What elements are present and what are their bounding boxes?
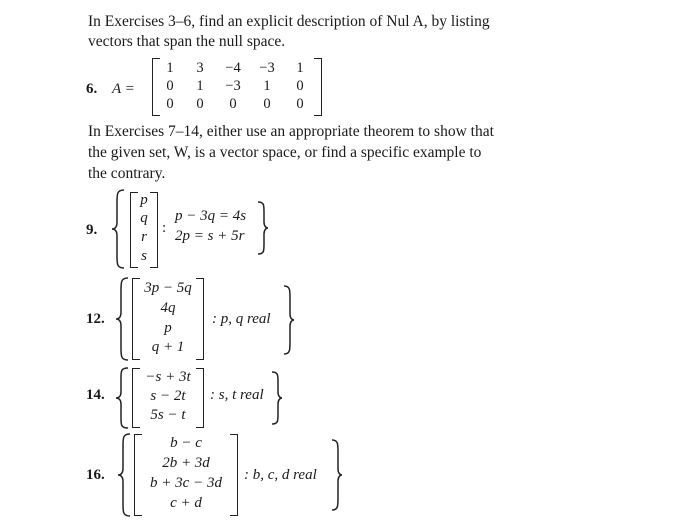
condition-1: p − 3q = 4s [175, 208, 247, 224]
condition: : p, q real [212, 311, 271, 327]
vector-16 [134, 434, 238, 516]
set-colon: : [162, 220, 167, 236]
vector-entry: p [140, 192, 148, 208]
vector-entry: 5s − t [150, 407, 186, 423]
matrix-cell: −4 [225, 60, 241, 76]
matrix-cell: 0 [196, 96, 204, 112]
section2-line-1: In Exercises 7–14, either use an appropriate theorem to show that [88, 123, 494, 140]
matrix-lhs: A = [112, 81, 135, 97]
vector-entry: 3p − 5q [144, 280, 192, 296]
right-bracket [314, 58, 322, 116]
section2-line-3: the contrary. [88, 165, 166, 182]
vector-entry: r [141, 229, 147, 245]
left-bracket [152, 58, 160, 116]
condition: : s, t real [210, 387, 264, 403]
vector-entry: 2b + 3d [162, 455, 210, 471]
exercise-number: 9. [86, 222, 98, 238]
left-brace [114, 366, 130, 430]
matrix-cell: −3 [259, 60, 275, 76]
matrix-cell: 1 [196, 78, 204, 94]
left-brace [114, 276, 130, 362]
vector-entry: −s + 3t [145, 369, 191, 385]
section2-line-2: the given set, W, is a vector space, or find a specific example to [88, 144, 482, 161]
matrix-cell: 0 [166, 78, 174, 94]
vector-pqrs [130, 192, 158, 268]
matrix-cell: 3 [196, 60, 204, 76]
exercise-number: 6. [86, 81, 98, 97]
vector-entry: s [141, 248, 147, 264]
vector-14 [132, 368, 204, 428]
matrix-cell: 1 [296, 60, 304, 76]
exercise-number: 14. [86, 387, 105, 403]
intro-line-2: vectors that span the null space. [88, 33, 286, 50]
matrix-cell: 0 [296, 78, 304, 94]
vector-entry: s − 2t [150, 388, 186, 404]
vector-entry: b − c [170, 435, 202, 451]
vector-entry: 4q [160, 300, 176, 316]
exercise-number: 12. [86, 311, 105, 327]
vector-entry: p [164, 320, 172, 336]
matrix-cell: 1 [263, 78, 271, 94]
right-brace [282, 284, 296, 356]
left-brace [110, 188, 126, 270]
left-brace [116, 432, 132, 518]
matrix-cell: 0 [229, 96, 237, 112]
condition-2: 2p = s + 5r [175, 228, 245, 244]
vector-entry: q + 1 [151, 339, 185, 355]
matrix-cell: 0 [166, 96, 174, 112]
vector-entry: b + 3c − 3d [150, 475, 222, 491]
vector-entry: q [140, 210, 148, 226]
matrix-cell: 1 [166, 60, 174, 76]
matrix-cell: −3 [225, 78, 241, 94]
matrix-cell: 0 [263, 96, 271, 112]
vector-entry: c + d [170, 495, 202, 511]
condition: : b, c, d real [244, 467, 317, 483]
right-brace [256, 200, 270, 256]
intro-line-1: In Exercises 3–6, find an explicit description of Nul A, by listing [88, 13, 490, 30]
exercise-number: 16. [86, 467, 105, 483]
right-brace [270, 370, 284, 426]
matrix-cell: 0 [296, 96, 304, 112]
right-brace [330, 438, 344, 512]
matrix-a [152, 58, 322, 116]
vector-12 [132, 278, 204, 360]
